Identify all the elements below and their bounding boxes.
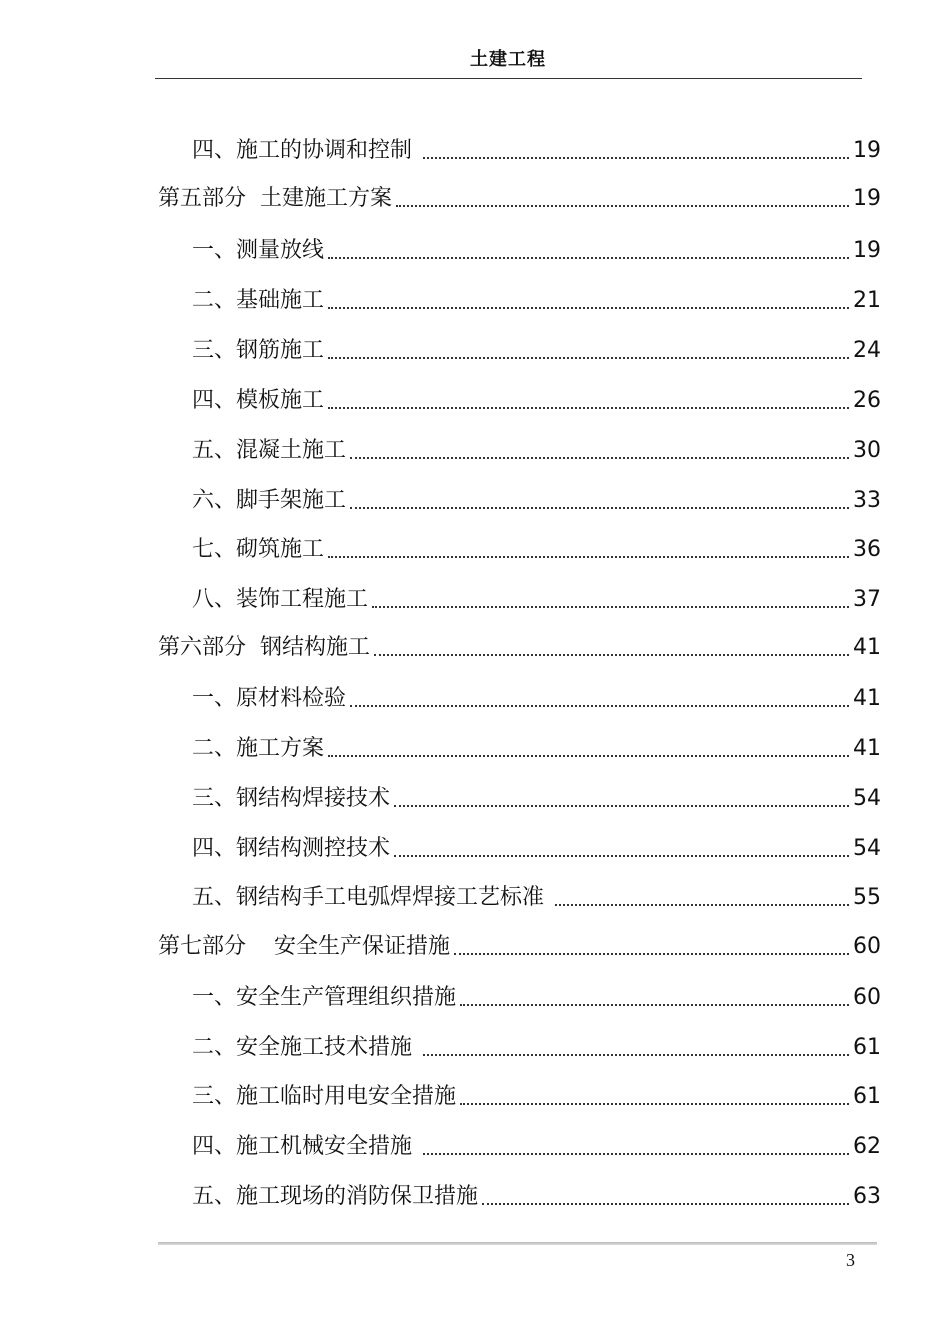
toc-entry[interactable] — [192, 525, 881, 575]
toc-entry-title: 八、装饰工程施工 — [192, 587, 369, 612]
toc-dot-leader — [372, 575, 849, 625]
toc-entry-page: 36 — [853, 537, 881, 562]
toc-dot-leader — [555, 873, 849, 923]
toc-entry-title: 四、钢结构测控技术 — [192, 836, 391, 861]
toc-entry-title: 第七部分 安全生产保证措施 — [158, 934, 450, 959]
toc-entry-page: 54 — [853, 836, 881, 861]
toc-entry-title: 四、施工的协调和控制 — [192, 138, 419, 163]
toc-entry-page: 24 — [853, 338, 881, 363]
toc-entry[interactable] — [192, 1023, 881, 1073]
toc-entry-title: 二、基础施工 — [192, 288, 325, 313]
toc-entry-title: 二、安全施工技术措施 — [192, 1035, 419, 1060]
toc-entry-page: 60 — [853, 934, 881, 959]
toc-entry-page: 21 — [853, 288, 881, 313]
page-number: 3 — [846, 1250, 855, 1270]
toc-entry[interactable] — [192, 824, 881, 874]
toc-dot-leader — [350, 426, 849, 476]
toc-entry-page: 41 — [853, 635, 881, 660]
footer-divider — [158, 1242, 877, 1245]
toc-entry[interactable] — [192, 226, 881, 276]
toc-entry[interactable] — [192, 476, 881, 526]
toc-entry[interactable] — [192, 774, 881, 824]
toc-entry-page: 61 — [853, 1035, 881, 1060]
toc-dot-leader — [482, 1172, 849, 1222]
toc-entry-title: 四、施工机械安全措施 — [192, 1134, 419, 1159]
toc-entry-page: 54 — [853, 786, 881, 811]
toc-dot-leader — [328, 525, 849, 575]
toc-entry[interactable] — [192, 1122, 881, 1172]
toc-entry-title: 三、施工临时用电安全措施 — [192, 1084, 457, 1109]
page-header-title: 土建工程 — [470, 49, 546, 70]
header-divider — [155, 78, 862, 79]
toc-entry[interactable] — [192, 1172, 881, 1222]
toc-dot-leader — [454, 922, 849, 972]
toc-entry-page: 63 — [853, 1184, 881, 1209]
toc-entry[interactable] — [192, 376, 881, 426]
toc-entry-title: 一、原材料检验 — [192, 686, 347, 711]
toc-dot-leader — [394, 774, 849, 824]
toc-entry-title: 一、测量放线 — [192, 238, 325, 263]
toc-entry-page: 19 — [853, 238, 881, 263]
toc-entry[interactable] — [192, 126, 881, 176]
toc-entry-title: 二、施工方案 — [192, 736, 325, 761]
toc-entry-page: 19 — [853, 138, 881, 163]
toc-dot-leader — [394, 824, 849, 874]
toc-entry-title: 七、砌筑施工 — [192, 537, 325, 562]
toc-entry[interactable] — [192, 1072, 881, 1122]
toc-entry-title: 六、脚手架施工 — [192, 488, 347, 513]
toc-dot-leader — [328, 376, 849, 426]
toc-entry-title: 第六部分 钢结构施工 — [158, 635, 370, 660]
toc-entry-title: 五、混凝土施工 — [192, 438, 347, 463]
toc-entry-page: 37 — [853, 587, 881, 612]
toc-entry[interactable] — [192, 724, 881, 774]
toc-entry[interactable] — [192, 674, 881, 724]
toc-entry-page: 19 — [853, 186, 881, 211]
toc-entry-title: 三、钢筋施工 — [192, 338, 325, 363]
toc-entry[interactable] — [192, 426, 881, 476]
toc-entry-page: 60 — [853, 985, 881, 1010]
toc-dot-leader — [423, 126, 849, 176]
toc-entry-title: 一、安全生产管理组织措施 — [192, 985, 457, 1010]
toc-entry-page: 26 — [853, 388, 881, 413]
toc-entry-page: 55 — [853, 885, 881, 910]
toc-entry[interactable] — [192, 575, 881, 625]
toc-entry[interactable] — [192, 873, 881, 923]
toc-part-entry[interactable] — [158, 174, 881, 224]
toc-entry[interactable] — [192, 973, 881, 1023]
toc-entry-title: 第五部分 土建施工方案 — [158, 186, 392, 211]
toc-entry-page: 30 — [853, 438, 881, 463]
toc-dot-leader — [423, 1122, 849, 1172]
toc-dot-leader — [328, 226, 849, 276]
toc-entry-page: 62 — [853, 1134, 881, 1159]
toc-entry-page: 61 — [853, 1084, 881, 1109]
toc-dot-leader — [350, 476, 849, 526]
toc-part-entry[interactable] — [158, 623, 881, 673]
toc-dot-leader — [396, 174, 849, 224]
toc-dot-leader — [374, 623, 849, 673]
toc-dot-leader — [350, 674, 849, 724]
toc-entry-page: 33 — [853, 488, 881, 513]
toc-entry-title: 四、模板施工 — [192, 388, 325, 413]
toc-entry-title: 三、钢结构焊接技术 — [192, 786, 391, 811]
toc-dot-leader — [328, 326, 849, 376]
toc-entry[interactable] — [192, 326, 881, 376]
toc-dot-leader — [460, 1072, 849, 1122]
toc-dot-leader — [423, 1023, 849, 1073]
toc-entry-title: 五、钢结构手工电弧焊焊接工艺标准 — [192, 885, 551, 910]
toc-entry-page: 41 — [853, 686, 881, 711]
toc-entry-page: 41 — [853, 736, 881, 761]
toc-dot-leader — [328, 724, 849, 774]
toc-dot-leader — [328, 276, 849, 326]
toc-dot-leader — [460, 973, 849, 1023]
toc-entry[interactable] — [192, 276, 881, 326]
toc-part-entry[interactable] — [158, 922, 881, 972]
toc-entry-title: 五、施工现场的消防保卫措施 — [192, 1184, 479, 1209]
